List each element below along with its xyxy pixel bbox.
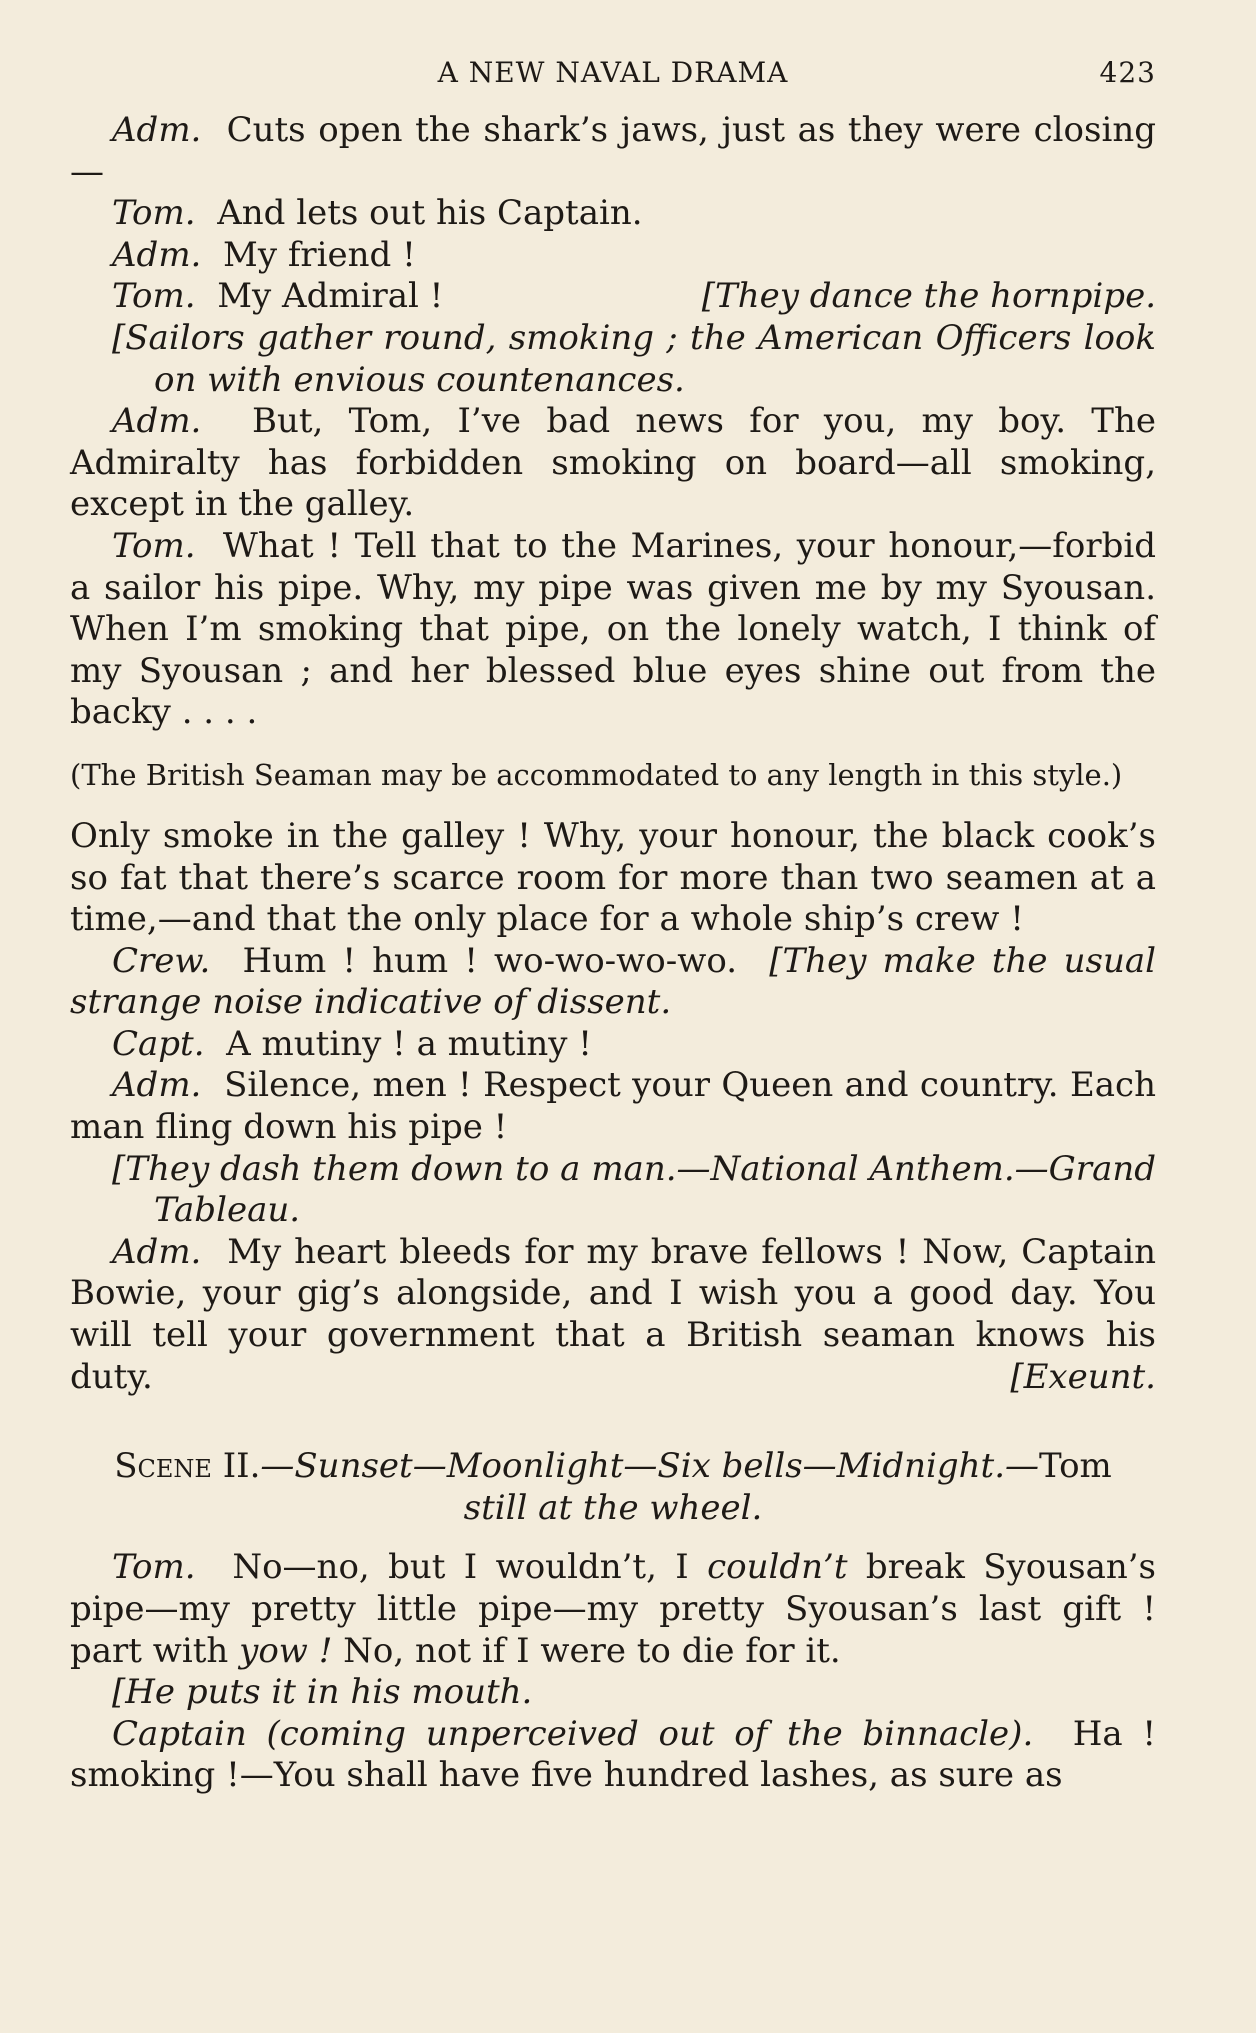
speech-text: A mutiny ! a mutiny ! [226,1023,592,1064]
speaker: Tom. [112,525,196,566]
scene-heading [70,1446,1156,1529]
play-text [70,110,1156,1797]
stage-direction: [Exeunt. [1010,1356,1156,1397]
speech-tom-3 [70,526,1156,734]
speech-text: Cuts open the shark’s jaws, just as they were closing— [70,110,1156,192]
speech-adm-3 [70,401,1156,526]
speaker: Adm. [112,110,202,150]
book-page [70,50,1156,1797]
speech-tom-4 [70,1547,1156,1672]
speech-text: Hum ! hum ! wo-wo-wo-wo. [242,940,738,981]
speech-capt [70,1024,1156,1066]
speech-adm-5 [70,1232,1156,1398]
speech-crew [70,941,1156,1024]
speaker: Adm. [112,234,202,275]
speaker: Tom. [112,276,196,317]
speaker: Capt. [112,1023,205,1064]
editorial-note: (The British Seaman may be accommodated to any length in this style.) [70,757,1123,792]
running-title: A NEW NAVAL DRAMA [437,56,789,89]
stage-direction: [They make the usual strange noise indicative of dissent. [70,940,1157,1023]
speaker: Adm. [112,1065,202,1106]
speech-captain [70,1714,1156,1797]
speech-text: Silence, men ! Respect your Queen and country. Each man fling down his pipe ! [70,1065,1156,1148]
stage-direction: [They dash them down to a man.—National Anthem.—Grand Tableau. [112,1148,1156,1231]
emphasis: couldn’t [707,1547,848,1588]
speech-text: No, not if I were to die for it. [332,1630,841,1671]
speech-text: What ! Tell that to the Marines, your honour,—forbid a sailor his pipe. Why, my pipe was given me by my Syousan. When I’m smoking that pipe, on the lonely watch, I think of my Syousan ; and her blessed blue eyes shine out from the backy . . . . [70,525,1156,733]
speaker: Adm. [112,1231,202,1272]
emphasis: yow ! [239,1630,333,1671]
speech-adm-1 [70,110,1156,193]
stage-direction: [They dance the hornpipe. [701,276,1156,317]
speech-text: But, Tom, I’ve bad news for you, my boy. The Admiralty has forbidden smoking on board—all smoking, except in the galley. [70,401,1156,525]
speech-text: And lets out his Captain. [217,193,643,234]
page-number: 423 [1099,56,1156,89]
speaker: Adm. [112,401,202,442]
speaker: Crew. [112,940,211,981]
scene-label: Scene II. [114,1446,261,1487]
stage-direction: (coming unperceived out of the binnacle). [266,1713,1034,1754]
scene-heading-line-2: still at the wheel. [463,1487,763,1528]
page-header [70,50,1156,110]
speaker: Tom. [112,193,196,234]
speech-tom-2 [70,276,1156,318]
speech-text: Ha ! smoking !—You shall have five hundred lashes, as sure as [70,1713,1156,1796]
scene-heading-line-1 [70,1446,1156,1488]
stage-direction-anthem [70,1149,1156,1232]
speech-text: My heart bleeds for my brave fellows ! Now, Captain Bowie, your gig’s alongside, and I wish you a good day. You will tell your government that a British seaman knows his duty. [70,1231,1156,1397]
stage-direction-mouth [70,1672,1156,1714]
stage-direction: [He puts it in his mouth. [112,1672,533,1713]
speech-tom-1 [70,193,1156,235]
stage-direction-sailors [70,318,1156,401]
scene-stage: —Sunset—Moonlight—Six bells—Midnight.— [260,1446,1040,1487]
stage-direction: [Sailors gather round, smoking ; the American Officers look on with envious countenances. [112,317,1156,400]
speaker: Tom. [112,1547,196,1588]
scene-tail: Tom [1039,1446,1112,1487]
speech-adm-4 [70,1065,1156,1148]
speech-text: break Syousan’s pipe—my pretty little pipe—my pretty Syousan’s last gift ! part with [70,1547,1157,1671]
speech-tom-continued: Only smoke in the galley ! Why, your honour, the black cook’s so fat that there’s scarce room for more than two seamen at a time,—and that the only place for a whole ship’s crew ! [70,815,1156,940]
speech-adm-2 [70,235,1156,277]
speech-text: My Admiral ! [217,276,444,317]
speech-text: My friend ! [223,234,416,275]
spacer [70,1529,1156,1547]
speaker: Captain [112,1713,247,1754]
speech-text: No—no, but I wouldn’t, I [232,1547,708,1588]
